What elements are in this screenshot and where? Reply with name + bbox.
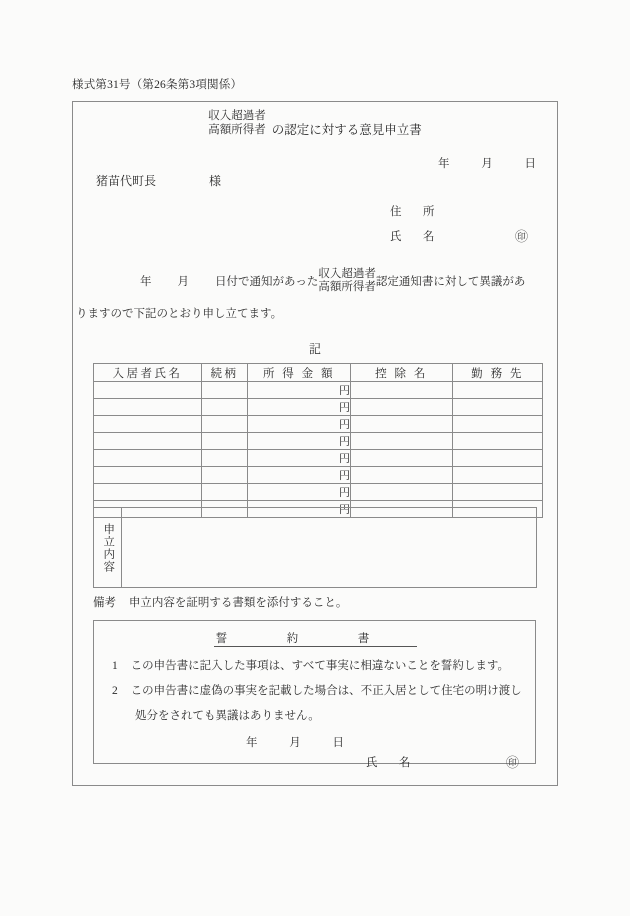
oath-date-line — [246, 734, 344, 750]
column-header-workplace: 勤 務 先 — [453, 364, 543, 382]
cell-workplace[interactable] — [453, 450, 543, 467]
cell-workplace[interactable] — [453, 416, 543, 433]
table-row — [94, 450, 543, 467]
statement-paragraph-line1 — [140, 268, 525, 294]
oath-item-2-number: 2 — [112, 685, 118, 697]
claim-content-input-area[interactable] — [122, 508, 536, 587]
cell-deduction-name[interactable] — [351, 467, 453, 484]
table-row — [94, 433, 543, 450]
table-body — [94, 382, 543, 518]
cell-resident-name[interactable] — [94, 450, 202, 467]
oath-item-2-continuation-text: 処分をされても異議はありません。 — [135, 710, 320, 722]
cell-deduction-name[interactable] — [351, 416, 453, 433]
cell-workplace[interactable] — [453, 484, 543, 501]
statement-paragraph-line2: りますので下記のとおり申し立てます。 — [76, 308, 283, 320]
applicant-address-label: 住 所 — [390, 206, 440, 218]
cell-relation[interactable] — [202, 399, 248, 416]
statement-category-stack — [318, 268, 376, 294]
remarks-text: 申立内容を証明する書類を添付すること。 — [128, 597, 348, 609]
title-tail-text: の認定に対する意見申立書 — [271, 123, 422, 137]
addressee-honorific: 様 — [209, 174, 222, 188]
claim-content-label: 申立内容 — [102, 522, 115, 573]
remarks-label: 備考 — [93, 597, 116, 609]
cell-resident-name[interactable] — [94, 467, 202, 484]
cell-income-amount[interactable]: 円 — [248, 501, 351, 518]
addressee-line — [96, 172, 221, 189]
cell-relation[interactable] — [202, 484, 248, 501]
cell-workplace[interactable] — [453, 433, 543, 450]
title-category-income-excess: 収入超過者 — [208, 110, 266, 123]
cell-relation[interactable] — [202, 416, 248, 433]
cell-relation[interactable] — [202, 382, 248, 399]
statement-category-income-excess: 収入超過者 — [318, 268, 376, 280]
oath-item-1 — [112, 657, 509, 673]
cell-workplace[interactable] — [453, 382, 543, 399]
date-year-label: 年 — [438, 158, 450, 170]
cell-relation[interactable] — [202, 467, 248, 484]
addressee-name: 猪苗代町長 — [96, 174, 157, 188]
table-row — [94, 382, 543, 399]
cell-relation[interactable] — [202, 433, 248, 450]
statement-category-high-income: 高額所得者 — [318, 280, 376, 293]
oath-item-2-continuation — [135, 707, 320, 723]
claim-content-label-cell — [94, 508, 122, 587]
applicant-name-field — [390, 228, 440, 244]
applicant-address-field — [390, 203, 440, 219]
remarks-line — [93, 594, 347, 610]
statement-month-label: 月 — [177, 275, 189, 288]
table-row — [94, 484, 543, 501]
applicant-seal-icon: ㊞ — [515, 229, 529, 244]
statement-prefix-text: 日付で通知があった — [215, 275, 319, 288]
oath-title — [94, 630, 537, 646]
oath-name-field — [366, 754, 416, 770]
cell-workplace[interactable] — [453, 399, 543, 416]
applicant-name-label: 氏 名 — [390, 231, 440, 243]
oath-name-label: 氏 名 — [366, 757, 416, 769]
submission-date-line — [438, 155, 536, 171]
oath-date-month-label: 月 — [289, 737, 301, 749]
oath-item-1-number: 1 — [112, 660, 118, 672]
oath-item-1-text: この申告書に記入した事項は、すべて事実に相違ないことを誓約します。 — [130, 660, 509, 672]
cell-income-amount[interactable]: 円 — [248, 450, 351, 467]
income-table — [93, 363, 543, 518]
column-header-resident-name: 入居者氏名 — [94, 364, 202, 382]
date-day-label: 日 — [524, 158, 536, 170]
cell-income-amount[interactable]: 円 — [248, 382, 351, 399]
cell-workplace[interactable] — [453, 467, 543, 484]
table-header-row — [94, 364, 543, 382]
cell-income-amount[interactable]: 円 — [248, 433, 351, 450]
oath-seal-icon: ㊞ — [506, 755, 520, 770]
cell-relation[interactable] — [202, 450, 248, 467]
cell-resident-name[interactable] — [94, 382, 202, 399]
form-number: 様式第31号（第26条第3項関係） — [72, 79, 243, 91]
cell-resident-name[interactable] — [94, 484, 202, 501]
table-row — [94, 467, 543, 484]
cell-resident-name[interactable] — [94, 433, 202, 450]
table-row — [94, 416, 543, 433]
cell-income-amount[interactable]: 円 — [248, 399, 351, 416]
claim-content-block — [93, 507, 537, 588]
title-category-high-income: 高額所得者 — [208, 124, 266, 136]
oath-date-day-label: 日 — [332, 737, 344, 749]
oath-date-year-label: 年 — [246, 737, 258, 749]
cell-income-amount[interactable]: 円 — [248, 484, 351, 501]
column-header-relation: 続柄 — [202, 364, 248, 382]
cell-resident-name[interactable] — [94, 399, 202, 416]
column-header-deduction-name: 控 除 名 — [351, 364, 453, 382]
column-header-income-amount: 所 得 金 額 — [248, 364, 351, 382]
title-category-stack — [208, 110, 266, 137]
oath-title-text: 誓 約 書 — [214, 633, 418, 647]
date-month-label: 月 — [481, 158, 493, 170]
table-row — [94, 399, 543, 416]
document-title — [0, 110, 630, 138]
cell-income-amount[interactable]: 円 — [248, 416, 351, 433]
statement-year-label: 年 — [140, 275, 152, 288]
cell-deduction-name[interactable] — [351, 382, 453, 399]
cell-deduction-name[interactable] — [351, 399, 453, 416]
ki-label: 記 — [308, 342, 321, 356]
oath-item-2 — [112, 682, 522, 698]
statement-suffix-text: 認定通知書に対して異議があ — [375, 275, 526, 288]
cell-income-amount[interactable]: 円 — [248, 467, 351, 484]
cell-deduction-name[interactable] — [351, 433, 453, 450]
cell-deduction-name[interactable] — [351, 484, 453, 501]
oath-item-2-text: この申告書に虚偽の事実を記載した場合は、不正入居として住宅の明け渡し — [130, 685, 522, 697]
cell-resident-name[interactable] — [94, 416, 202, 433]
oath-box — [93, 620, 536, 770]
cell-deduction-name[interactable] — [351, 450, 453, 467]
